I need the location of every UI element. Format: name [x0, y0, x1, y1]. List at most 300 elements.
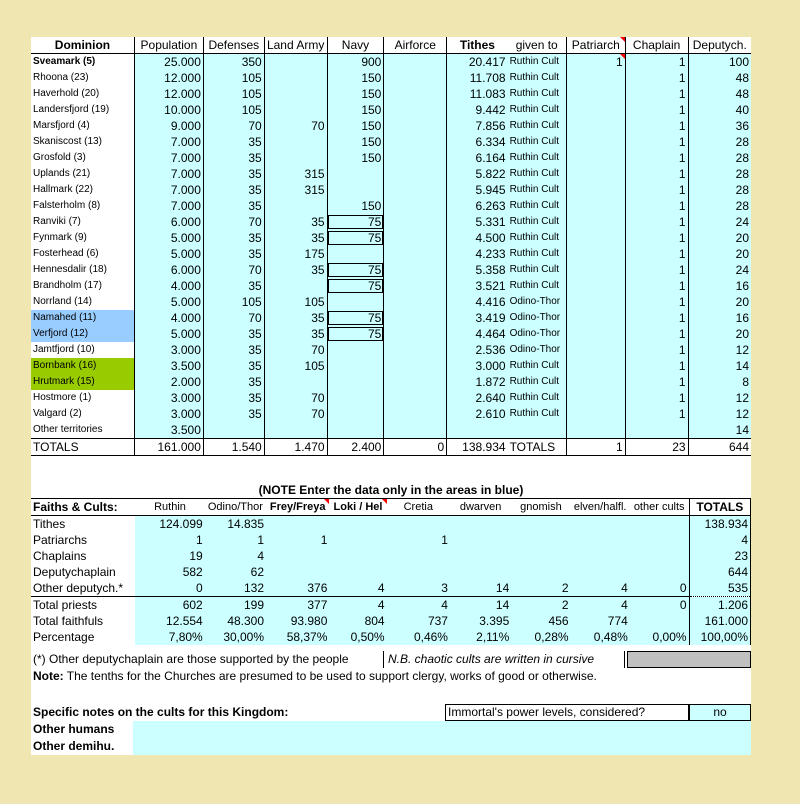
chaplain-cell[interactable]: 1 [625, 230, 688, 246]
population-cell[interactable]: 4.000 [134, 310, 203, 326]
defenses-cell[interactable]: 35 [203, 358, 264, 374]
population-cell[interactable]: 3.500 [134, 358, 203, 374]
tithes-cell: 7.856 [447, 118, 508, 134]
population-cell[interactable]: 3.500 [134, 422, 203, 439]
navy-cell[interactable]: 75 [327, 278, 384, 294]
given-to-cell[interactable]: Ruthin Cult [508, 102, 567, 118]
population-cell[interactable]: 7.000 [134, 134, 203, 150]
patriarch-cell[interactable] [566, 310, 625, 326]
table-row [31, 86, 751, 102]
navy-cell[interactable]: 75 [327, 310, 384, 326]
totals-chap: 23 [625, 439, 688, 456]
deputych-cell: 20 [688, 230, 751, 246]
dominion-name[interactable]: Namahed (11) [31, 310, 134, 326]
navy-cell[interactable]: 75 [327, 326, 384, 342]
airforce-cell[interactable] [384, 102, 447, 118]
deputych-cell: 8 [688, 374, 751, 390]
land-army-cell[interactable] [264, 86, 327, 102]
given-to-cell[interactable]: Ruthin Cult [508, 390, 567, 406]
airforce-cell[interactable] [384, 54, 447, 71]
navy-cell[interactable] [327, 182, 384, 198]
faith-value[interactable]: 62 [205, 564, 266, 580]
totals-to: TOTALS [508, 439, 567, 456]
faith-value[interactable] [511, 548, 570, 564]
airforce-cell[interactable] [384, 326, 447, 342]
airforce-cell[interactable] [384, 342, 447, 358]
land-army-cell[interactable] [264, 374, 327, 390]
airforce-cell[interactable] [384, 422, 447, 439]
population-cell[interactable]: 12.000 [134, 70, 203, 86]
airforce-cell[interactable] [384, 166, 447, 182]
patriarch-cell[interactable] [566, 406, 625, 422]
given-to-cell[interactable]: Ruthin Cult [508, 118, 567, 134]
faith-value[interactable] [511, 516, 570, 533]
given-to-cell[interactable]: Ruthin Cult [508, 54, 567, 71]
chaplain-cell[interactable] [625, 422, 688, 439]
dominion-name[interactable]: Fynmark (9) [31, 230, 134, 246]
navy-cell[interactable] [327, 246, 384, 262]
defenses-cell[interactable] [203, 422, 264, 439]
defenses-cell[interactable]: 105 [203, 86, 264, 102]
airforce-cell[interactable] [384, 118, 447, 134]
land-army-cell[interactable]: 35 [264, 230, 327, 246]
population-cell[interactable]: 5.000 [134, 326, 203, 342]
population-cell[interactable]: 3.000 [134, 406, 203, 422]
airforce-cell[interactable] [384, 358, 447, 374]
chaplain-cell[interactable]: 1 [625, 374, 688, 390]
faith-value[interactable]: 1 [266, 532, 329, 548]
land-army-cell[interactable] [264, 278, 327, 294]
specific-notes-row [31, 704, 751, 721]
comment-indicator-icon[interactable] [620, 54, 625, 59]
defenses-cell[interactable]: 35 [203, 374, 264, 390]
faith-value[interactable]: 4 [205, 548, 266, 564]
tithes-cell: 5.822 [447, 166, 508, 182]
airforce-cell[interactable] [384, 294, 447, 310]
faith-value: 0,28% [511, 629, 570, 645]
given-to-cell[interactable] [508, 422, 567, 439]
chaplain-cell[interactable]: 1 [625, 390, 688, 406]
dominion-name[interactable]: Hrutmark (15) [31, 374, 134, 390]
dominion-name[interactable]: Bornbank (16) [31, 358, 134, 374]
given-to-cell[interactable]: Ruthin Cult [508, 86, 567, 102]
faith-value[interactable] [630, 516, 689, 533]
faith-value: 0,48% [571, 629, 630, 645]
chaplain-cell[interactable]: 1 [625, 406, 688, 422]
chaplain-cell[interactable]: 1 [625, 262, 688, 278]
faith-value[interactable]: 3 [387, 580, 450, 597]
header-chaplain: Chaplain [625, 37, 688, 54]
defenses-cell[interactable]: 35 [203, 182, 264, 198]
navy-cell[interactable]: 150 [327, 102, 384, 118]
navy-cell[interactable]: 75 [327, 262, 384, 278]
faith-value[interactable] [450, 516, 511, 533]
faith-value[interactable]: 582 [135, 564, 204, 580]
dominion-name[interactable]: Verfjord (12) [31, 326, 134, 342]
given-to-cell[interactable]: Ruthin Cult [508, 406, 567, 422]
given-to-cell[interactable]: Odino-Thor [508, 342, 567, 358]
navy-cell[interactable] [327, 390, 384, 406]
given-to-cell[interactable]: Ruthin Cult [508, 358, 567, 374]
land-army-cell[interactable]: 70 [264, 118, 327, 134]
patriarch-cell[interactable] [566, 390, 625, 406]
faith-value[interactable]: 14.835 [205, 516, 266, 533]
patriarch-cell[interactable] [566, 326, 625, 342]
patriarch-cell[interactable] [566, 278, 625, 294]
faith-value[interactable] [511, 564, 570, 580]
dominion-name[interactable]: Uplands (21) [31, 166, 134, 182]
faith-value: 4 [571, 597, 630, 614]
dominion-name[interactable]: Other territories [31, 422, 134, 439]
chaplain-cell[interactable]: 1 [625, 150, 688, 166]
faith-value[interactable] [387, 564, 450, 580]
other-humans-row [31, 721, 751, 738]
population-cell[interactable]: 7.000 [134, 166, 203, 182]
faith-value[interactable] [630, 532, 689, 548]
navy-cell[interactable] [327, 358, 384, 374]
immortal-answer[interactable]: no [689, 704, 751, 721]
land-army-cell[interactable] [264, 54, 327, 71]
land-army-cell[interactable] [264, 70, 327, 86]
dominion-name[interactable]: Marsfjord (4) [31, 118, 134, 134]
patriarch-cell[interactable] [566, 214, 625, 230]
totals-tithes: 138.934 [447, 439, 508, 456]
chaplain-cell[interactable]: 1 [625, 278, 688, 294]
land-army-cell[interactable]: 70 [264, 390, 327, 406]
given-to-cell[interactable]: Ruthin Cult [508, 134, 567, 150]
patriarch-cell[interactable] [566, 246, 625, 262]
chaplain-cell[interactable]: 1 [625, 310, 688, 326]
faith-value[interactable] [266, 516, 329, 533]
land-army-cell[interactable] [264, 198, 327, 214]
defenses-cell[interactable]: 105 [203, 294, 264, 310]
comment-indicator-icon[interactable] [620, 37, 625, 42]
airforce-cell[interactable] [384, 262, 447, 278]
chaplain-cell[interactable]: 1 [625, 166, 688, 182]
chaplain-cell[interactable]: 1 [625, 214, 688, 230]
chaplain-cell[interactable]: 1 [625, 70, 688, 86]
dominion-name[interactable]: Brandholm (17) [31, 278, 134, 294]
land-army-cell[interactable]: 35 [264, 214, 327, 230]
given-to-cell[interactable]: Ruthin Cult [508, 230, 567, 246]
faith-value[interactable]: 0 [630, 580, 689, 597]
defenses-cell[interactable]: 35 [203, 278, 264, 294]
defenses-cell[interactable]: 70 [203, 214, 264, 230]
patriarch-cell[interactable] [566, 182, 625, 198]
faith-value[interactable]: 1 [387, 532, 450, 548]
other-humans-input[interactable] [133, 721, 751, 738]
airforce-cell[interactable] [384, 214, 447, 230]
navy-cell[interactable] [327, 406, 384, 422]
tithes-cell: 11.083 [447, 86, 508, 102]
chaplain-cell[interactable]: 1 [625, 86, 688, 102]
navy-cell[interactable]: 75 [327, 214, 384, 230]
defenses-cell[interactable]: 35 [203, 230, 264, 246]
faith-value[interactable] [387, 516, 450, 533]
airforce-cell[interactable] [384, 374, 447, 390]
defenses-cell[interactable]: 35 [203, 246, 264, 262]
patriarch-cell[interactable] [566, 230, 625, 246]
tithes-cell: 11.708 [447, 70, 508, 86]
defenses-cell[interactable]: 35 [203, 166, 264, 182]
navy-cell[interactable]: 150 [327, 118, 384, 134]
dominion-name[interactable]: Norrland (14) [31, 294, 134, 310]
navy-cell[interactable] [327, 422, 384, 439]
faith-row-label: Percentage [33, 630, 95, 644]
airforce-cell[interactable] [384, 198, 447, 214]
land-army-cell[interactable]: 35 [264, 262, 327, 278]
given-to-cell[interactable]: Ruthin Cult [508, 182, 567, 198]
faith-value[interactable] [450, 548, 511, 564]
airforce-cell[interactable] [384, 390, 447, 406]
chaplain-cell[interactable]: 1 [625, 326, 688, 342]
patriarch-cell[interactable] [566, 150, 625, 166]
dominion-name[interactable]: Valgard (2) [31, 406, 134, 422]
patriarch-cell[interactable] [566, 166, 625, 182]
comment-indicator-icon[interactable] [382, 499, 387, 504]
population-cell[interactable]: 5.000 [134, 230, 203, 246]
faith-value[interactable]: 0 [135, 580, 204, 597]
dominion-name[interactable]: Grosfold (3) [31, 150, 134, 166]
navy-cell[interactable]: 75 [327, 230, 384, 246]
land-army-cell[interactable]: 315 [264, 182, 327, 198]
given-to-cell[interactable]: Ruthin Cult [508, 70, 567, 86]
given-to-cell[interactable]: Odino-Thor [508, 326, 567, 342]
airforce-cell[interactable] [384, 134, 447, 150]
patriarch-cell[interactable] [566, 198, 625, 214]
population-cell[interactable]: 7.000 [134, 198, 203, 214]
population-cell[interactable]: 9.000 [134, 118, 203, 134]
table-row [31, 198, 751, 214]
navy-cell[interactable]: 150 [327, 150, 384, 166]
chaplain-cell[interactable]: 1 [625, 134, 688, 150]
airforce-cell[interactable] [384, 182, 447, 198]
dominion-name[interactable]: Sveamark (5) [31, 54, 134, 71]
defenses-cell[interactable]: 350 [203, 54, 264, 71]
land-army-cell[interactable] [264, 102, 327, 118]
navy-cell[interactable]: 150 [327, 198, 384, 214]
airforce-cell[interactable] [384, 70, 447, 86]
faith-value[interactable]: 14 [450, 580, 511, 597]
faith-value[interactable] [571, 564, 630, 580]
immortal-question: Immortal's power levels, considered? [445, 704, 689, 721]
land-army-cell[interactable]: 105 [264, 294, 327, 310]
given-to-cell[interactable]: Ruthin Cult [508, 214, 567, 230]
defenses-cell[interactable]: 70 [203, 118, 264, 134]
faith-value[interactable] [630, 564, 689, 580]
population-cell[interactable]: 10.000 [134, 102, 203, 118]
faith-value[interactable]: 19 [135, 548, 204, 564]
patriarch-cell[interactable] [566, 422, 625, 439]
airforce-cell[interactable] [384, 278, 447, 294]
defenses-cell[interactable]: 105 [203, 102, 264, 118]
defenses-cell[interactable]: 105 [203, 70, 264, 86]
faith-value[interactable] [266, 564, 329, 580]
dominion-name[interactable]: Rhoona (23) [31, 70, 134, 86]
faith-value: 12.554 [135, 613, 204, 629]
deputych-cell: 28 [688, 134, 751, 150]
population-cell[interactable]: 25.000 [134, 54, 203, 71]
land-army-cell[interactable]: 35 [264, 326, 327, 342]
patriarch-cell[interactable] [566, 102, 625, 118]
chaplain-cell[interactable]: 1 [625, 118, 688, 134]
chaplain-cell[interactable]: 1 [625, 246, 688, 262]
population-cell[interactable]: 5.000 [134, 294, 203, 310]
population-cell[interactable]: 7.000 [134, 182, 203, 198]
faith-value[interactable] [450, 564, 511, 580]
faith-value[interactable]: 1 [205, 532, 266, 548]
given-to-cell[interactable]: Ruthin Cult [508, 198, 567, 214]
defenses-cell[interactable]: 70 [203, 262, 264, 278]
land-army-cell[interactable]: 70 [264, 406, 327, 422]
table-row [31, 262, 751, 278]
airforce-cell[interactable] [384, 246, 447, 262]
tithes-cell: 5.331 [447, 214, 508, 230]
given-to-cell[interactable]: Odino-Thor [508, 294, 567, 310]
patriarch-cell[interactable] [566, 374, 625, 390]
faith-value[interactable] [450, 532, 511, 548]
patriarch-cell[interactable] [566, 342, 625, 358]
faith-value[interactable]: 124.099 [135, 516, 204, 533]
faith-value[interactable] [329, 564, 386, 580]
faith-value[interactable] [571, 532, 630, 548]
airforce-cell[interactable] [384, 150, 447, 166]
faith-value[interactable] [630, 548, 689, 564]
given-to-cell[interactable]: Ruthin Cult [508, 374, 567, 390]
dominion-name[interactable]: Hostmore (1) [31, 390, 134, 406]
tithes-cell: 4.500 [447, 230, 508, 246]
given-to-cell[interactable]: Ruthin Cult [508, 278, 567, 294]
land-army-cell[interactable] [264, 422, 327, 439]
land-army-cell[interactable]: 35 [264, 310, 327, 326]
table-row [31, 422, 751, 439]
patriarch-cell[interactable] [566, 118, 625, 134]
defenses-cell[interactable]: 70 [203, 310, 264, 326]
header-deputych: Deputych. [688, 37, 751, 54]
defenses-cell[interactable]: 35 [203, 326, 264, 342]
navy-cell[interactable]: 900 [327, 54, 384, 71]
faith-value[interactable] [329, 516, 386, 533]
faith-value[interactable] [571, 548, 630, 564]
chaplain-cell[interactable]: 1 [625, 198, 688, 214]
given-to-cell[interactable]: Odino-Thor [508, 310, 567, 326]
chaplain-cell[interactable]: 1 [625, 342, 688, 358]
dominion-name[interactable]: Hennesdalir (18) [31, 262, 134, 278]
dominion-name[interactable]: Haverhold (20) [31, 86, 134, 102]
navy-cell[interactable]: 150 [327, 134, 384, 150]
dominion-name[interactable]: Ranviki (7) [31, 214, 134, 230]
defenses-cell[interactable]: 35 [203, 390, 264, 406]
population-cell[interactable]: 4.000 [134, 278, 203, 294]
dominion-name[interactable]: Landersfjord (19) [31, 102, 134, 118]
chaplain-cell[interactable]: 1 [625, 358, 688, 374]
defenses-cell[interactable]: 35 [203, 150, 264, 166]
faith-value[interactable] [387, 548, 450, 564]
population-cell[interactable]: 5.000 [134, 246, 203, 262]
deputych-cell: 14 [688, 358, 751, 374]
land-army-cell[interactable]: 315 [264, 166, 327, 182]
faith-value[interactable] [329, 532, 386, 548]
land-army-cell[interactable] [264, 134, 327, 150]
faith-value[interactable] [511, 532, 570, 548]
land-army-cell[interactable] [264, 150, 327, 166]
dominion-name[interactable]: Skaniscost (13) [31, 134, 134, 150]
patriarch-cell[interactable] [566, 262, 625, 278]
navy-cell[interactable]: 150 [327, 70, 384, 86]
given-to-cell[interactable]: Ruthin Cult [508, 166, 567, 182]
faith-value[interactable] [329, 548, 386, 564]
navy-cell[interactable] [327, 166, 384, 182]
deputych-cell: 24 [688, 262, 751, 278]
faith-value[interactable]: 132 [205, 580, 266, 597]
land-army-cell[interactable]: 105 [264, 358, 327, 374]
given-to-cell[interactable]: Ruthin Cult [508, 150, 567, 166]
defenses-cell[interactable]: 35 [203, 134, 264, 150]
dominion-name[interactable]: Falsterholm (8) [31, 198, 134, 214]
header-navy: Navy [327, 37, 384, 54]
airforce-cell[interactable] [384, 230, 447, 246]
defenses-cell[interactable]: 35 [203, 406, 264, 422]
population-cell[interactable]: 3.000 [134, 390, 203, 406]
header-defenses: Defenses [203, 37, 264, 54]
patriarch-cell[interactable] [566, 294, 625, 310]
faith-value[interactable]: 1 [135, 532, 204, 548]
population-cell[interactable]: 6.000 [134, 214, 203, 230]
population-cell[interactable]: 7.000 [134, 150, 203, 166]
dominion-name[interactable]: Hallmark (22) [31, 182, 134, 198]
land-army-cell[interactable]: 175 [264, 246, 327, 262]
navy-cell[interactable] [327, 374, 384, 390]
faith-row [31, 548, 751, 564]
given-to-cell[interactable]: Ruthin Cult [508, 262, 567, 278]
airforce-cell[interactable] [384, 86, 447, 102]
faith-value[interactable]: 2 [511, 580, 570, 597]
chaplain-cell[interactable]: 1 [625, 294, 688, 310]
other-demihu-input[interactable] [133, 738, 751, 755]
patriarch-cell[interactable] [566, 86, 625, 102]
airforce-cell[interactable] [384, 406, 447, 422]
faith-value[interactable] [266, 548, 329, 564]
navy-cell[interactable]: 150 [327, 86, 384, 102]
faith-value[interactable]: 4 [571, 580, 630, 597]
dominion-name[interactable]: Fosterhead (6) [31, 246, 134, 262]
defenses-cell[interactable]: 35 [203, 198, 264, 214]
population-cell[interactable]: 6.000 [134, 262, 203, 278]
dominion-name[interactable]: Jamtfjord (10) [31, 342, 134, 358]
patriarch-cell[interactable] [566, 358, 625, 374]
faith-value[interactable] [571, 516, 630, 533]
land-army-cell[interactable]: 70 [264, 342, 327, 358]
population-cell[interactable]: 3.000 [134, 342, 203, 358]
patriarch-cell[interactable] [566, 70, 625, 86]
navy-cell[interactable] [327, 294, 384, 310]
population-cell[interactable]: 12.000 [134, 86, 203, 102]
chaplain-cell[interactable]: 1 [625, 54, 688, 71]
patriarch-cell[interactable] [566, 134, 625, 150]
chaplain-cell[interactable]: 1 [625, 102, 688, 118]
given-to-cell[interactable]: Ruthin Cult [508, 246, 567, 262]
navy-cell[interactable] [327, 342, 384, 358]
defenses-cell[interactable]: 35 [203, 342, 264, 358]
deputych-cell: 40 [688, 102, 751, 118]
faith-value [630, 613, 689, 629]
population-cell[interactable]: 2.000 [134, 374, 203, 390]
faith-value[interactable]: 376 [266, 580, 329, 597]
chaplain-cell[interactable]: 1 [625, 182, 688, 198]
faith-value[interactable]: 4 [329, 580, 386, 597]
patriarch-cell[interactable]: 1 [566, 54, 625, 71]
airforce-cell[interactable] [384, 310, 447, 326]
